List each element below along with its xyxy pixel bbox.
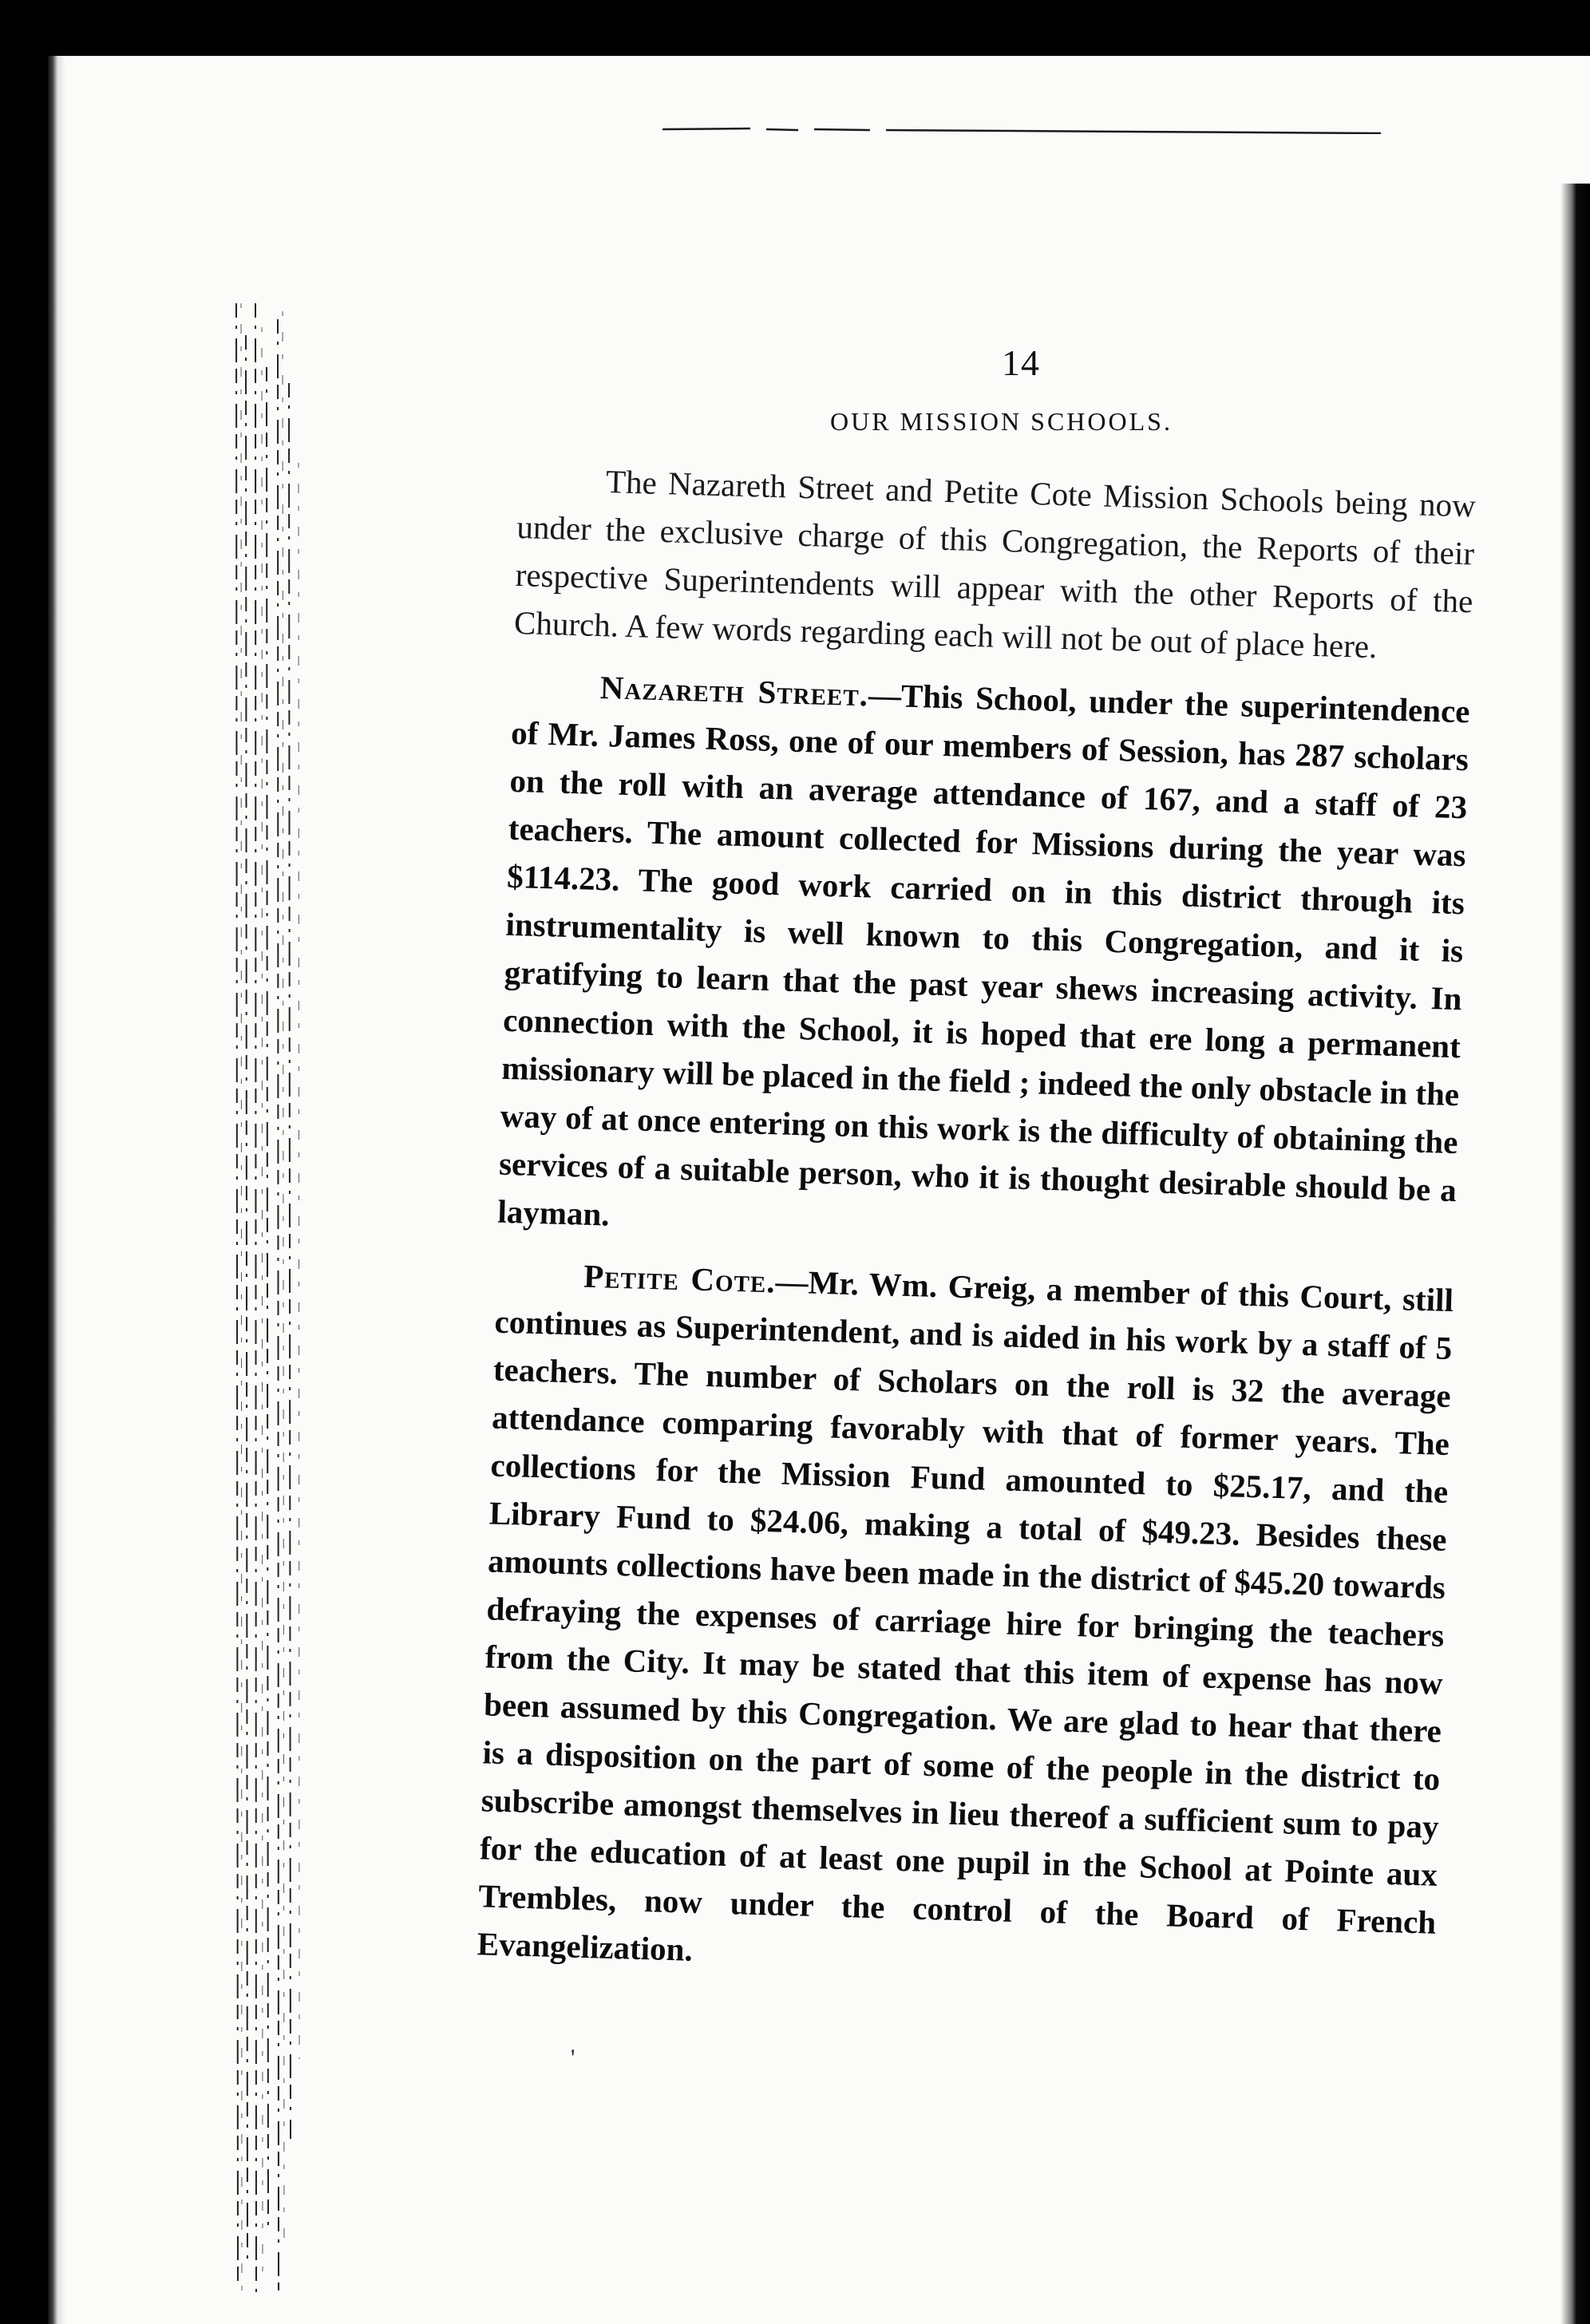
stray-ink-mark: ' (571, 2045, 575, 2071)
paragraph-lead: Petite Cote. (583, 1257, 777, 1300)
page-left-edge-shadow (48, 56, 65, 2324)
paragraph-text: —This School, under the superintendence of Mr. James Ross, one of our members of Session, has 287 scholars on the roll with an average attendance of 167, and a staff of 23 teachers. The amount collected for Missions during the year was $114.23. The good work carried on in this district through its instrumentality is well known to this Congregation, and it is gratifying to learn that the past year shews increasing activity. In connection with the School, it is hoped that ere long a permanent missionary will be placed in the field ; indeed the only obstacle in the way of at once entering on this work is the difficulty of obtaining the services of a suitable person, who it is thought desirable should be a layman. (496, 676, 1471, 1233)
page-right-edge-shadow (1560, 184, 1590, 2324)
section-heading: OUR MISSION SCHOOLS. (830, 407, 1173, 436)
paragraph-text: The Nazareth Street and Petite Cote Mission Schools being now under the exclusive charge of this Congregation, the Reports of their respective Superintendents will appear with the other Reports of the Church. A few words regarding each will not be out of place here. (513, 463, 1477, 666)
paragraph-lead: Nazareth Street. (599, 668, 869, 713)
nazareth-street-paragraph (497, 661, 1471, 1262)
binding-bleed-marks (231, 303, 303, 2298)
intro-paragraph (513, 455, 1476, 673)
page-number: 14 (1002, 342, 1040, 383)
top-printed-rule (662, 126, 1381, 134)
petite-cote-paragraph (477, 1250, 1454, 1994)
body-text (477, 455, 1477, 2009)
paragraph-text: —Mr. Wm. Greig, a member of this Court, still continues as Superintendent, and is aided in his work by a staff of 5 teachers. The number of Scholars on the roll is 32 the average attendance comparing favorably with that of former years. The collections for the Mission Fund amounted to $25.17, and the Library Fund to $24.06, making a total of $49.23. Besides these amounts collections have been made in the district of $45.20 towards defraying the expenses of carriage hire for bringing the teachers from the City. It may be stated that this item of expense has now been assumed by this Congregation. We are glad to hear that there is a disposition on the part of some of the people in the district to subscribe amongst themselves in lieu thereof a sufficient sum to pay for the education of at least one pupil in the School at Pointe aux Trembles, now under the control of the Board of French Evangelization. (477, 1263, 1454, 1968)
